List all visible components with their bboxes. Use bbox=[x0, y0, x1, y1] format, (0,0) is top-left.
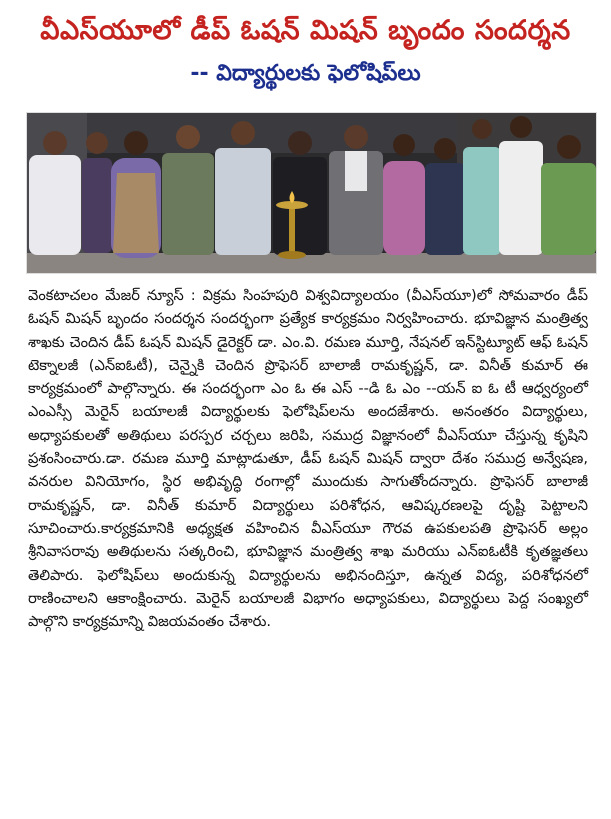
article-paragraph: వెంకటాచలం మేజర్ న్యూస్ : విక్రమ సింహపురి విశ్వవిద్యాలయం (వీఎస్‌యూ)లో సోమవారం డీప్ ఓషన్ మిషన్ బృందం సందర్శన సందర్భంగా ప్రత్యేక కార్యక్రమం నిర్వహించారు. భూవిజ్ఞాన మంత్రిత్వ శాఖకు చెందిన డీప్ ఓషన్ మిషన్ డైరెక్టర్ డా. ఎం.వి. రమణ మూర్తి, నేషనల్ ఇన్‌స్టిట్యూట్ ఆఫ్ ఓషన్ టెక్నాలజీ (ఎన్ఐఓటీ), చెన్నైకి చెందిన ప్రొఫెసర్ బాలాజీ రామకృష్ణన్, డా. వినీత్ కుమార్ ఈ కార్యక్రమంలో పాల్గొన్నారు. ఈ సందర్భంగా ఎం ఓ ఈ ఎస్ --డి ఓ ఎం --యన్ ఐ ఓ టీ ఆధ్వర్యంలో ఎంఎస్సీ మెరైన్ బయాలజీ విద్యార్థులకు ఫెలోషిప్‌లను అందజేశారు. అనంతరం విద్యార్థులు, అధ్యాపకులతో అతిథులు పరస్పర చర్చలు జరిపి, సముద్ర విజ్ఞానంలో వీఎస్‌యూ చేస్తున్న కృషిని ప్రశంసించారు.డా. రమణ మూర్తి మాట్లాడుతూ, డీప్ ఓషన్ మిషన్ ద్వారా దేశం సముద్ర అన్వేషణ, వనరుల వినియోగం, స్థిర అభివృద్ధి రంగాల్లో ముందుకు సాగుతోందన్నారు. ప్రొఫెసర్ బాలాజీ రామకృష్ణన్, డా. వినీత్ కుమార్ విద్యార్థులు పరిశోధన, ఆవిష్కరణలపై దృష్టి పెట్టాలని సూచించారు.కార్యక్రమానికి అధ్యక్షత వహించిన వీఎస్‌యూ గౌరవ ఉపకులపతి ప్రొఫెసర్ అల్లం శ్రీనివాసరావు అతిథులను సత్కరించి, భూవిజ్ఞాన మంత్రిత్వ శాఖ మరియు ఎన్ఐఓటీకి కృతజ్ఞతలు తెలిపారు. ఫెలోషిప్‌లు అందుకున్న విద్యార్థులను అభినందిస్తూ, ఉన్నత విద్య, పరిశోధనలో రాణించాలని ఆకాంక్షించారు. మెరైన్ బయాలజీ విభాగం అధ్యాపకులు, విద్యార్థులు పెద్ద సంఖ్యలో పాల్గొని కార్యక్రమాన్ని విజయవంతం చేశారు. bbox=[28, 287, 588, 631]
subheadline: -- విద్యార్థులకు ఫెలోషిప్‌లు bbox=[190, 61, 421, 86]
article-body bbox=[28, 284, 588, 633]
headline: వీఎస్‌యూలో డీప్ ఓషన్ మిషన్ బృందం సందర్శన bbox=[40, 15, 571, 46]
event-photo bbox=[26, 112, 597, 274]
group-photo-illustration bbox=[27, 113, 596, 273]
